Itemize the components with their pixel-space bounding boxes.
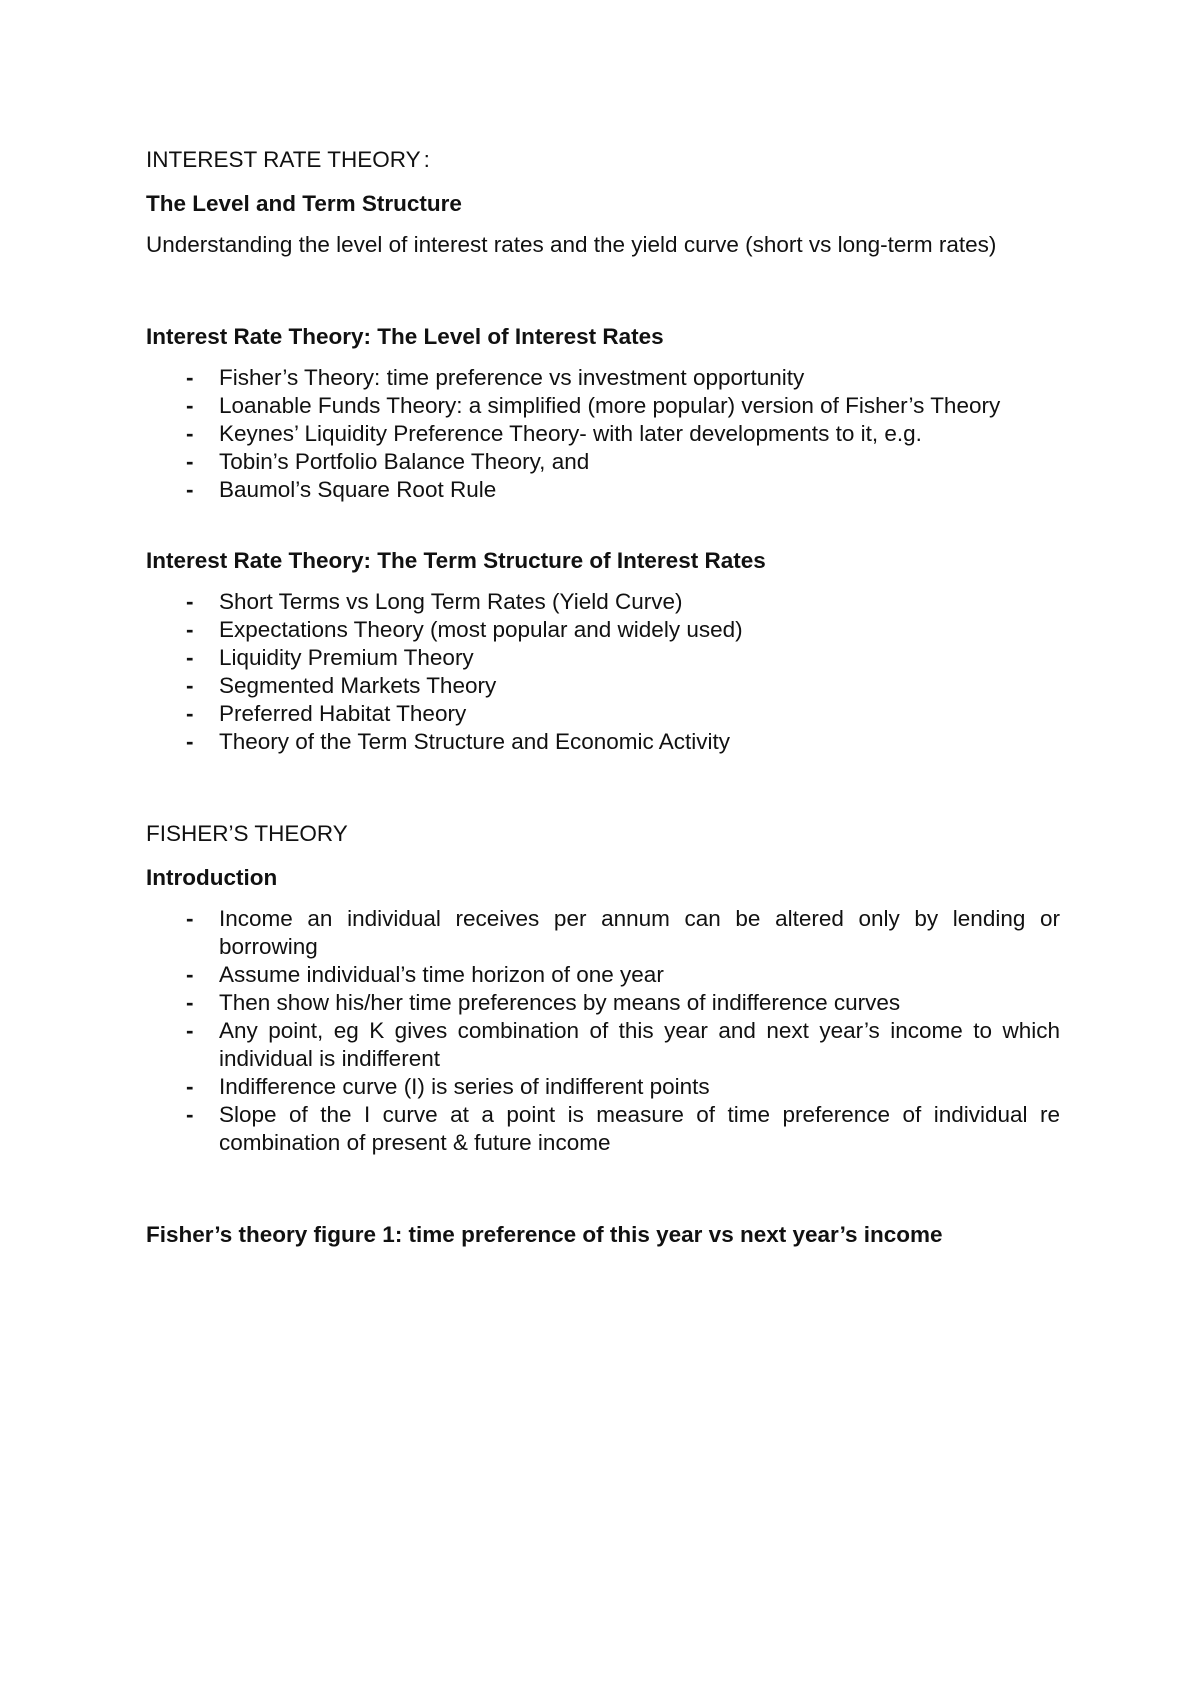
list-item-text: Expectations Theory (most popular and widely used) (219, 617, 743, 642)
bullet-dash: - (186, 393, 194, 418)
list-item-text: Short Terms vs Long Term Rates (Yield Curve) (219, 589, 683, 614)
fisher-list (146, 905, 1060, 1157)
section-term-list (146, 588, 1060, 756)
bullet-dash: - (186, 962, 194, 987)
bullet-dash: - (186, 477, 194, 502)
list-item-text: Liquidity Premium Theory (219, 645, 474, 670)
list-item (146, 700, 1060, 728)
list-item (146, 672, 1060, 700)
list-item (146, 905, 1060, 961)
list-item-text: Tobin’s Portfolio Balance Theory, and (219, 449, 590, 474)
list-item-text: Any point, eg K gives combination of this year and next year’s income to which individual is indifferent (219, 1018, 1060, 1071)
list-item (146, 616, 1060, 644)
list-item-text: Baumol’s Square Root Rule (219, 477, 497, 502)
fisher-intro-heading: Introduction (146, 865, 278, 890)
bullet-dash: - (186, 421, 194, 446)
section-term-heading: Interest Rate Theory: The Term Structure of Interest Rates (146, 548, 766, 573)
bullet-dash: - (186, 990, 194, 1015)
bullet-dash: - (186, 449, 194, 474)
bullet-dash: - (186, 1102, 194, 1127)
list-item-text: Indifference curve (I) is series of indifferent points (219, 1074, 710, 1099)
bullet-dash: - (186, 645, 194, 670)
list-item (146, 1017, 1060, 1073)
list-item-text: Then show his/her time preferences by means of indifference curves (219, 990, 901, 1015)
list-item (146, 392, 1060, 420)
bullet-dash: - (186, 906, 194, 931)
bullet-dash: - (186, 729, 194, 754)
list-item (146, 476, 1060, 504)
bullet-dash: - (186, 589, 194, 614)
subtitle: The Level and Term Structure (146, 191, 462, 216)
list-item (146, 989, 1060, 1017)
list-item-text: Assume individual’s time horizon of one year (219, 962, 664, 987)
list-item-text: Income an individual receives per annum can be altered only by lending or borrowing (219, 906, 1060, 959)
bullet-dash: - (186, 617, 194, 642)
list-item (146, 448, 1060, 476)
document-page (146, 146, 1060, 1249)
list-item (146, 644, 1060, 672)
list-item (146, 364, 1060, 392)
bullet-dash: - (186, 701, 194, 726)
section-level-list (146, 364, 1060, 504)
list-item (146, 588, 1060, 616)
list-item-text: Theory of the Term Structure and Economic Activity (219, 729, 731, 754)
list-item (146, 728, 1060, 756)
bullet-dash: - (186, 1074, 194, 1099)
main-title-text: INTEREST RATE THEORY (146, 147, 421, 172)
fisher-title: FISHER’S THEORY (146, 821, 348, 846)
list-item-text: Slope of the I curve at a point is measure of time preference of individual re combination of present & future income (219, 1102, 1060, 1155)
list-item (146, 1073, 1060, 1101)
intro-paragraph: Understanding the level of interest rates and the yield curve (short vs long-term rates) (146, 232, 997, 257)
list-item-text: Fisher’s Theory: time preference vs investment opportunity (219, 365, 805, 390)
main-title (146, 146, 1060, 174)
main-title-suffix: : (423, 147, 430, 172)
list-item (146, 961, 1060, 989)
section-level-heading: Interest Rate Theory: The Level of Interest Rates (146, 324, 664, 349)
list-item (146, 1101, 1060, 1157)
bullet-dash: - (186, 365, 194, 390)
list-item-text: Preferred Habitat Theory (219, 701, 467, 726)
list-item-text: Segmented Markets Theory (219, 673, 497, 698)
bullet-dash: - (186, 1018, 194, 1043)
list-item (146, 420, 1060, 448)
list-item-text: Loanable Funds Theory: a simplified (more popular) version of Fisher’s Theory (219, 393, 1001, 418)
list-item-text: Keynes’ Liquidity Preference Theory- with later developments to it, e.g. (219, 421, 922, 446)
figure-caption: Fisher’s theory figure 1: time preference of this year vs next year’s income (146, 1222, 943, 1247)
bullet-dash: - (186, 673, 194, 698)
